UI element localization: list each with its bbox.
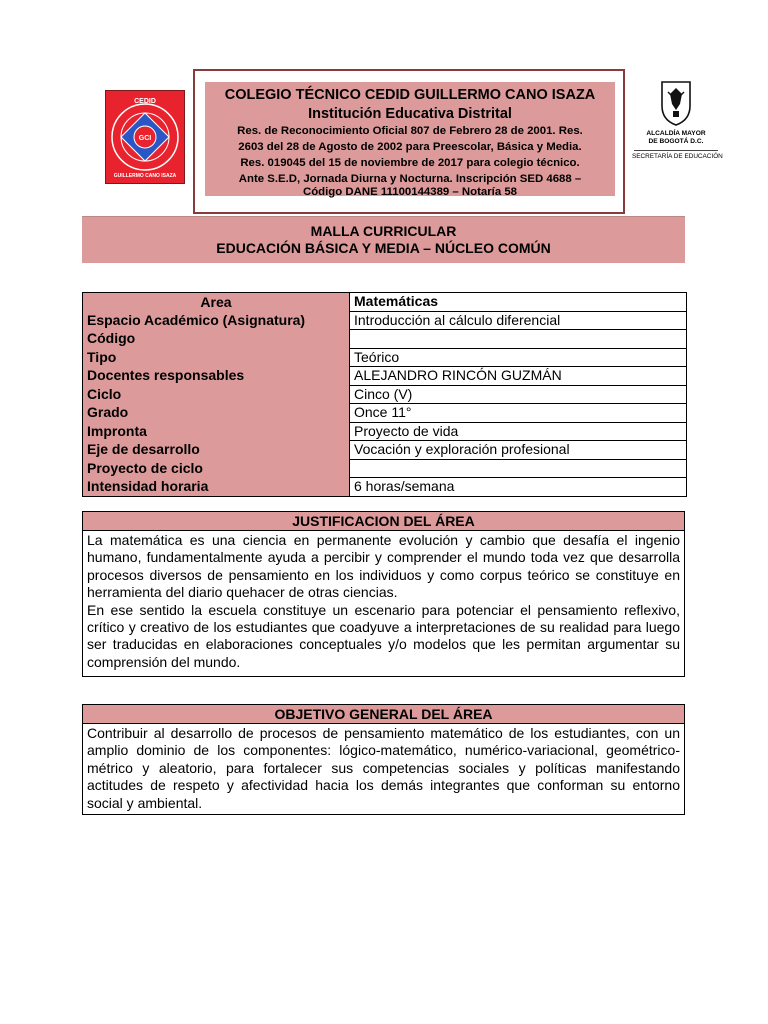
objetivo-body — [83, 724, 684, 814]
school-title: COLEGIO TÉCNICO CEDID GUILLERMO CANO ISAZA — [224, 87, 596, 103]
info-table — [82, 292, 687, 497]
row-label: Eje de desarrollo — [83, 441, 350, 460]
row-label: Intensidad horaria — [83, 478, 350, 497]
row-value: Proyecto de vida — [350, 422, 687, 441]
row-value: Once 11° — [350, 404, 687, 423]
justificacion-section — [82, 511, 685, 677]
justificacion-paragraph: En ese sentido la escuela constituye un escenario para potenciar el pensamiento reflexivo, crítico y creativo de los estudiantes que coadyuve a interpretaciones de su realidad para luego ser traducidas en elaboraciones conceptuales y/o modelos que les permitan argumentar su comprensión del mundo. — [87, 601, 680, 670]
row-value: Vocación y exploración profesional — [350, 441, 687, 460]
table-row — [83, 330, 687, 349]
table-row — [83, 385, 687, 404]
school-logo — [105, 90, 185, 184]
table-row — [83, 478, 687, 497]
school-subtitle: Institución Educativa Distrital — [308, 106, 512, 122]
table-row — [83, 293, 687, 312]
table-row — [83, 348, 687, 367]
justificacion-body — [83, 531, 684, 673]
malla-title: MALLA CURRICULAR — [310, 223, 457, 239]
header-line: Res. de Reconocimiento Oficial 807 de Febrero 28 de 2001. Res. — [237, 125, 583, 137]
secretaria-label: SECRETARÍA DE EDUCACIÓN — [632, 153, 723, 160]
row-label: Grado — [83, 404, 350, 423]
objetivo-section — [82, 704, 685, 815]
row-label: Tipo — [83, 348, 350, 367]
table-row — [83, 367, 687, 386]
alcaldia-logo — [632, 80, 723, 170]
header-line: Código DANE 11100144389 – Notaría 58 — [303, 186, 517, 198]
row-value: Cinco (V) — [350, 385, 687, 404]
row-value: 6 horas/semana — [350, 478, 687, 497]
table-row — [83, 441, 687, 460]
row-value: Matemáticas — [350, 293, 687, 312]
table-row — [83, 311, 687, 330]
objetivo-text: Contribuir al desarrollo de procesos de pensamiento matemático de los estudiantes, con un amplio dominio de los componentes: lógico-matemático, numérico-variacional, geométrico-métrico y aleatorio, para fortalecer sus competencias sociales y políticas manifestando actitudes de respeto y afectividad hacia los demás integrantes que conforman su entorno social y ambiental. — [87, 725, 680, 811]
row-value: Introducción al cálculo diferencial — [350, 311, 687, 330]
row-value: ALEJANDRO RINCÓN GUZMÁN — [350, 367, 687, 386]
header-line: Ante S.E.D, Jornada Diurna y Nocturna. Inscripción SED 4688 – — [238, 173, 582, 185]
school-logo-top-text: CEDID — [134, 98, 156, 105]
table-row — [83, 422, 687, 441]
table-row — [83, 459, 687, 478]
school-logo-bottom-text: GUILLERMO CANO ISAZA — [113, 173, 177, 179]
justificacion-paragraph: La matemática es una ciencia en permanente evolución y cambio que desafía el ingenio humano, fundamentalmente ayuda a percibir y comprender el mundo toda vez que desarrolla procesos diversos de pensamiento en los individuos y como corpus teórico se constituye en herramienta del diario quehacer de otras ciencias. — [87, 532, 680, 601]
school-logo-center-text: GCI — [138, 135, 152, 142]
divider — [634, 150, 718, 151]
table-row — [83, 404, 687, 423]
row-label: Docentes responsables — [83, 367, 350, 386]
alcaldia-name-line1: ALCALDÍA MAYOR — [646, 130, 706, 137]
row-value — [350, 330, 687, 349]
header-panel — [205, 82, 615, 196]
row-label: Espacio Académico (Asignatura) — [83, 311, 350, 330]
bogota-coat-of-arms-icon — [660, 80, 692, 126]
objetivo-title: OBJETIVO GENERAL DEL ÁREA — [83, 705, 684, 724]
header-line: 2603 del 28 de Agosto de 2002 para Preescolar, Básica y Media. — [238, 141, 582, 153]
row-label: Impronta — [83, 422, 350, 441]
row-label: Código — [83, 330, 350, 349]
row-label: Ciclo — [83, 385, 350, 404]
malla-subtitle: EDUCACIÓN BÁSICA Y MEDIA – NÚCLEO COMÚN — [216, 240, 551, 256]
malla-banner — [82, 216, 685, 263]
row-label: Proyecto de ciclo — [83, 459, 350, 478]
header-line: Res. 019045 del 15 de noviembre de 2017 para colegio técnico. — [240, 157, 580, 169]
alcaldia-name-line2: DE BOGOTÁ D.C. — [648, 138, 704, 145]
row-value: Teórico — [350, 348, 687, 367]
row-label: Area — [83, 293, 350, 312]
justificacion-title: JUSTIFICACION DEL ÁREA — [83, 512, 684, 531]
row-value — [350, 459, 687, 478]
